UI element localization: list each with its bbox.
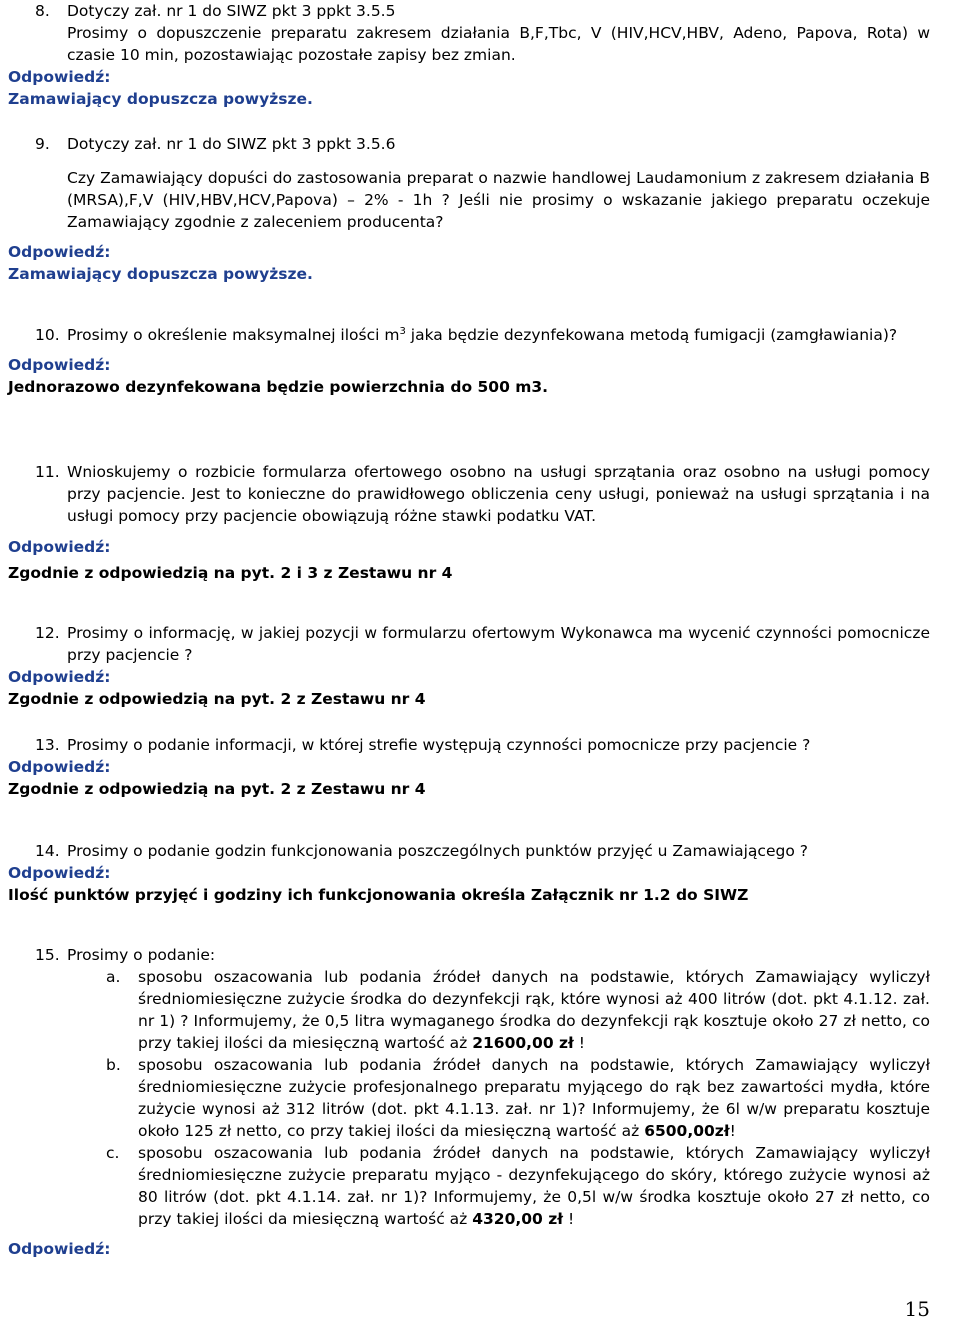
answer-label: Odpowiedź: — [8, 356, 111, 374]
question-body: Czy Zamawiający dopuści do zastosowania preparat o nazwie handlowej Laudamonium z zakresem działania B (MRSA),F,V (HIV,HBV,HCV,Papova) – 2% - 1h ? Jeśli nie prosimy o wskazanie jakiego preparatu oczekuje Zamawiający zgodnie z zaleceniem producenta? — [67, 169, 930, 231]
question-reference: Dotyczy zał. nr 1 do SIWZ pkt 3 ppkt 3.5.6 — [67, 135, 396, 153]
question-9 — [0, 133, 960, 285]
question-number: 8. — [35, 2, 50, 20]
question-intro: Prosimy o podanie: — [67, 946, 216, 964]
question-number: 9. — [35, 135, 50, 153]
answer-label: Odpowiedź: — [8, 668, 111, 686]
answer-text: Zgodnie z odpowiedzią na pyt. 2 z Zestawu nr 4 — [8, 780, 426, 798]
sub-item-letter: c. — [106, 1144, 120, 1162]
question-number: 12. — [35, 624, 60, 642]
sub-item-letter: b. — [106, 1056, 121, 1074]
sub-item-text: sposobu oszacowania lub podania źródeł danych na podstawie, których Zamawiający wyliczył średniomiesięczne zużycie preparatu myjąco - dezynfekującego do skóry, którego zużycie wynosi aż 80 litrów (dot. pkt 4.1.14. zał. nr 1)? Informujemy, że 0,5l w/w środka kosztuje około 27 zł netto, co przy takiej ilości da miesięczną wartość aż 4320,00 zł ! — [138, 1144, 930, 1228]
amount-value: 21600,00 zł — [472, 1034, 574, 1052]
question-body: Prosimy o dopuszczenie preparatu zakresem działania B,F,Tbc, V (HIV,HCV,HBV, Adeno, Papova, Rota) w czasie 10 min, pozostawiając pozostałe zapisy bez zmian. — [67, 24, 930, 64]
question-11 — [0, 461, 960, 584]
question-number: 13. — [35, 736, 60, 754]
question-13 — [0, 734, 960, 800]
answer-label: Odpowiedź: — [8, 758, 111, 776]
sub-item-b — [0, 1054, 960, 1142]
answer-label: Odpowiedź: — [8, 243, 111, 261]
question-12 — [0, 622, 960, 710]
answer-label: Odpowiedź: — [8, 864, 111, 882]
question-15 — [0, 944, 960, 1260]
question-reference: Dotyczy zał. nr 1 do SIWZ pkt 3 ppkt 3.5.5 — [67, 2, 396, 20]
question-number: 14. — [35, 842, 60, 860]
answer-label: Odpowiedź: — [8, 538, 111, 556]
question-number: 11. — [35, 463, 60, 481]
answer-text: Zgodnie z odpowiedzią na pyt. 2 z Zestawu nr 4 — [8, 690, 426, 708]
sub-item-text: sposobu oszacowania lub podania źródeł danych na podstawie, których Zamawiający wyliczył średniomiesięczne zużycie środka do dezynfekcji rąk, które wynosi aż 400 litrów (dot. pkt 4.1.12. zał. nr 1) ? Informujemy, że 0,5 litra wymaganego środka do dezynfekcji rąk kosztuje około 27 zł netto, co przy takiej ilości da miesięczną wartość aż 21600,00 zł ! — [138, 968, 930, 1052]
answer-text: Zgodnie z odpowiedzią na pyt. 2 i 3 z Zestawu nr 4 — [8, 564, 453, 582]
answer-text: Zamawiający dopuszcza powyższe. — [8, 90, 313, 108]
question-10 — [0, 324, 960, 398]
question-14 — [0, 840, 960, 906]
question-number: 15. — [35, 946, 60, 964]
answer-text: Ilość punktów przyjęć i godziny ich funkcjonowania określa Załącznik nr 1.2 do SIWZ — [8, 886, 749, 904]
sub-item-text: sposobu oszacowania lub podania źródeł danych na podstawie, których Zamawiający wyliczył średniomiesięczne zużycie profesjonalnego preparatu myjącego do rąk bez zawartości mydła, które zużycie wynosi aż 312 litrów (dot. pkt 4.1.13. zał. nr 1)? Informujemy, że 6l w/w preparatu kosztuje około 125 zł netto, co przy takiej ilości da miesięczną wartość aż 6500,00zł! — [138, 1056, 930, 1140]
sub-item-a — [0, 966, 960, 1054]
question-body: Wnioskujemy o rozbicie formularza ofertowego osobno na usługi sprzątania oraz osobno na usługi pomocy przy pacjencie. Jest to konieczne do prawidłowego obliczenia ceny usługi, ponieważ na usługi sprzątania i na usługi pomocy przy pacjencie obowiązują różne stawki podatku VAT. — [67, 463, 930, 525]
question-body: Prosimy o podanie informacji, w której strefie występują czynności pomocnicze przy pacjencie ? — [67, 736, 811, 754]
amount-value: 6500,00zł — [644, 1122, 730, 1140]
page-number: 15 — [904, 1297, 930, 1321]
question-body: Prosimy o określenie maksymalnej ilości $m^3$ jaka będzie dezynfekowana metodą fumigacji (zamgławiania)? — [67, 325, 898, 344]
answer-text: Zamawiający dopuszcza powyższe. — [8, 265, 313, 283]
answer-text: Jednorazowo dezynfekowana będzie powierzchnia do 500 m3. — [8, 378, 549, 396]
question-number: 10. — [35, 326, 60, 344]
sub-item-c — [0, 1142, 960, 1230]
question-body: Prosimy o podanie godzin funkcjonowania poszczególnych punktów przyjęć u Zamawiającego ? — [67, 842, 808, 860]
answer-label: Odpowiedź: — [8, 68, 111, 86]
amount-value: 4320,00 zł — [472, 1210, 564, 1228]
question-body: Prosimy o informację, w jakiej pozycji w formularzu ofertowym Wykonawca ma wycenić czynności pomocnicze przy pacjencie ? — [67, 624, 930, 664]
answer-label: Odpowiedź: — [8, 1240, 111, 1258]
question-8 — [0, 0, 960, 110]
sub-item-letter: a. — [106, 968, 121, 986]
